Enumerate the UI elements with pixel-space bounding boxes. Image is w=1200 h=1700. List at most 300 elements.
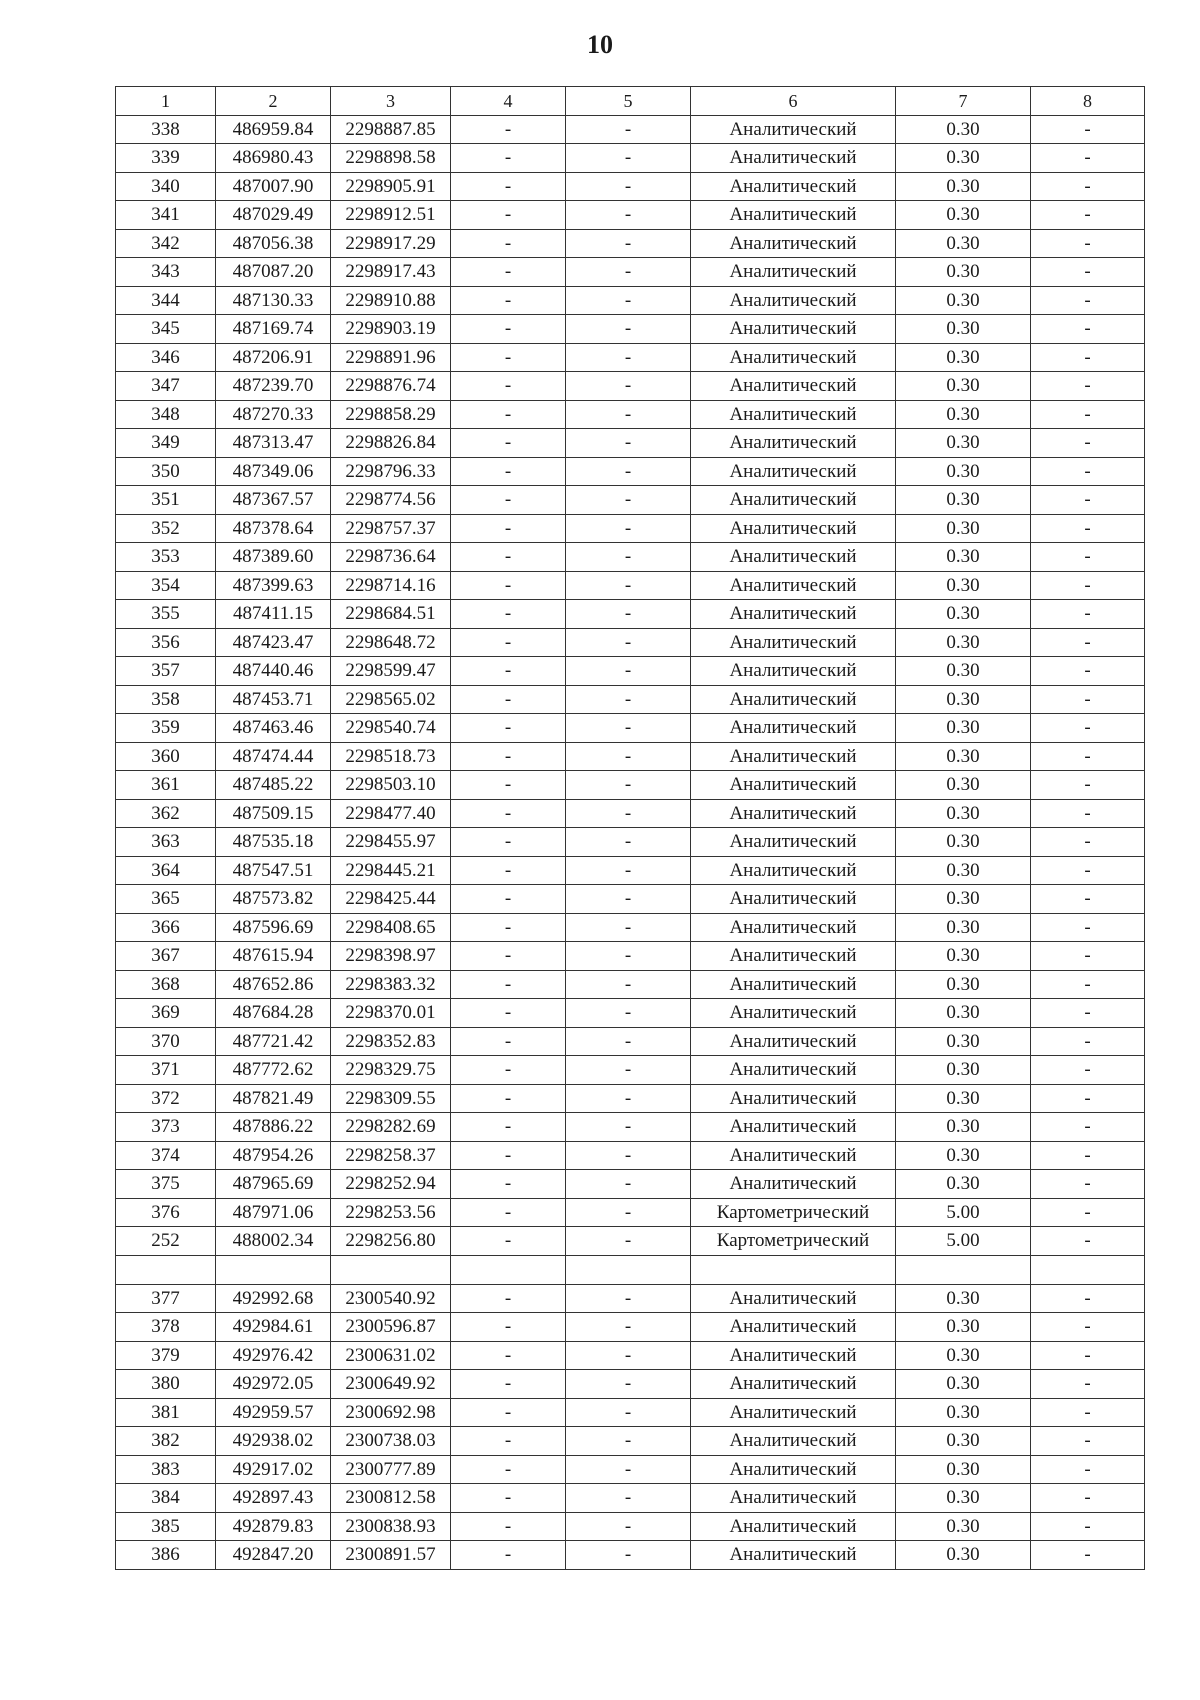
table-cell: 487349.06 [216, 457, 331, 486]
table-cell: 5.00 [896, 1198, 1031, 1227]
table-cell: 487596.69 [216, 913, 331, 942]
table-cell: 487453.71 [216, 685, 331, 714]
table-cell: 487239.70 [216, 372, 331, 401]
table-cell: - [1031, 1541, 1145, 1570]
table-cell: - [451, 1541, 566, 1570]
table-row [116, 628, 1145, 657]
table-cell: 5.00 [896, 1227, 1031, 1256]
table-cell: 252 [116, 1227, 216, 1256]
table-cell: - [566, 799, 691, 828]
table-cell: 0.30 [896, 1541, 1031, 1570]
table-row [116, 970, 1145, 999]
table-cell: Аналитический [691, 714, 896, 743]
table-cell: Аналитический [691, 343, 896, 372]
table-cell: Аналитический [691, 856, 896, 885]
table-cell: 347 [116, 372, 216, 401]
table-cell: 2300777.89 [331, 1455, 451, 1484]
table-cell: Аналитический [691, 258, 896, 287]
table-cell: 0.30 [896, 1484, 1031, 1513]
table-cell: - [566, 1113, 691, 1142]
table-row [116, 913, 1145, 942]
table-cell: - [451, 856, 566, 885]
table-cell: 0.30 [896, 343, 1031, 372]
table-cell: 492984.61 [216, 1313, 331, 1342]
table-cell: Аналитический [691, 543, 896, 572]
table-cell: 380 [116, 1370, 216, 1399]
table-cell: - [451, 115, 566, 144]
table-cell: - [451, 1427, 566, 1456]
table-cell: Аналитический [691, 799, 896, 828]
table-row [116, 885, 1145, 914]
table-cell: 0.30 [896, 172, 1031, 201]
column-header-7: 7 [896, 87, 1031, 116]
table-cell: - [451, 799, 566, 828]
table-cell: 2298910.88 [331, 286, 451, 315]
table-cell: - [1031, 1313, 1145, 1342]
table-cell: - [566, 1141, 691, 1170]
table-cell: 0.30 [896, 201, 1031, 230]
table-cell: 355 [116, 600, 216, 629]
table-cell: - [451, 1056, 566, 1085]
table-cell: - [451, 1370, 566, 1399]
table-cell: Аналитический [691, 1427, 896, 1456]
table-cell: 0.30 [896, 913, 1031, 942]
table-cell: 2298648.72 [331, 628, 451, 657]
table-cell: Аналитический [691, 942, 896, 971]
table-cell: 0.30 [896, 286, 1031, 315]
table-cell: 0.30 [896, 429, 1031, 458]
table-cell: 346 [116, 343, 216, 372]
table-cell: 2298774.56 [331, 486, 451, 515]
table-row [116, 1370, 1145, 1399]
table-cell: - [1031, 1427, 1145, 1456]
table-cell: 2300738.03 [331, 1427, 451, 1456]
table-cell: - [451, 514, 566, 543]
table-cell: Аналитический [691, 1484, 896, 1513]
table-cell: Аналитический [691, 628, 896, 657]
table-cell: Аналитический [691, 201, 896, 230]
table-cell: 361 [116, 771, 216, 800]
page-number: 10 [587, 30, 613, 59]
table-cell: Аналитический [691, 429, 896, 458]
table-cell [566, 1255, 691, 1284]
table-row [116, 144, 1145, 173]
table-row [116, 1113, 1145, 1142]
table-cell: Аналитический [691, 1084, 896, 1113]
table-cell: Аналитический [691, 885, 896, 914]
table-cell: Картометрический [691, 1198, 896, 1227]
table-cell: - [1031, 229, 1145, 258]
column-header-6: 6 [691, 87, 896, 116]
table-cell: 339 [116, 144, 216, 173]
table-cell: Аналитический [691, 999, 896, 1028]
table-cell: - [566, 828, 691, 857]
table-cell: 487652.86 [216, 970, 331, 999]
table-cell: - [451, 1484, 566, 1513]
table-cell: 0.30 [896, 514, 1031, 543]
table-cell: 487007.90 [216, 172, 331, 201]
table-cell: Аналитический [691, 1455, 896, 1484]
table-cell: 362 [116, 799, 216, 828]
table-cell: - [1031, 1113, 1145, 1142]
table-row [116, 201, 1145, 230]
table-cell: 2300692.98 [331, 1398, 451, 1427]
table-body [116, 115, 1145, 1569]
table-cell: 2298917.29 [331, 229, 451, 258]
table-cell: - [1031, 600, 1145, 629]
table-cell: 0.30 [896, 628, 1031, 657]
table-cell: Аналитический [691, 286, 896, 315]
table-cell: Аналитический [691, 600, 896, 629]
table-cell: - [566, 942, 691, 971]
table-cell: 2298370.01 [331, 999, 451, 1028]
table-cell: - [451, 543, 566, 572]
table-cell: - [1031, 685, 1145, 714]
table-cell: - [1031, 1056, 1145, 1085]
table-cell: Аналитический [691, 571, 896, 600]
table-cell: 492897.43 [216, 1484, 331, 1513]
table-row [116, 286, 1145, 315]
table-cell: - [566, 201, 691, 230]
table-cell: 341 [116, 201, 216, 230]
table-cell: - [1031, 514, 1145, 543]
table-row [116, 343, 1145, 372]
table-cell: 0.30 [896, 885, 1031, 914]
table-cell: 0.30 [896, 486, 1031, 515]
table-cell: 2298887.85 [331, 115, 451, 144]
table-cell: - [1031, 885, 1145, 914]
table-cell: 378 [116, 1313, 216, 1342]
table-cell: - [1031, 799, 1145, 828]
table-cell: - [451, 201, 566, 230]
table-cell: 487087.20 [216, 258, 331, 287]
table-cell: - [451, 657, 566, 686]
table-cell: 338 [116, 115, 216, 144]
table-cell: Аналитический [691, 1027, 896, 1056]
table-cell: 492992.68 [216, 1284, 331, 1313]
table-cell: 487423.47 [216, 628, 331, 657]
table-cell: 0.30 [896, 742, 1031, 771]
table-cell: - [566, 1227, 691, 1256]
table-cell: 487547.51 [216, 856, 331, 885]
table-cell: 368 [116, 970, 216, 999]
table-row [116, 771, 1145, 800]
table-cell: 2298905.91 [331, 172, 451, 201]
table-cell: - [1031, 999, 1145, 1028]
table-cell: - [451, 600, 566, 629]
table-row [116, 828, 1145, 857]
table-cell: - [566, 343, 691, 372]
table-cell: - [1031, 771, 1145, 800]
table-row [116, 1198, 1145, 1227]
table-cell: - [1031, 1398, 1145, 1427]
table-cell: 0.30 [896, 999, 1031, 1028]
table-cell: 370 [116, 1027, 216, 1056]
table-cell: - [1031, 286, 1145, 315]
table-cell: 2298912.51 [331, 201, 451, 230]
table-cell: 486980.43 [216, 144, 331, 173]
table-cell: 2298757.37 [331, 514, 451, 543]
table-cell [896, 1255, 1031, 1284]
table-cell: - [1031, 1341, 1145, 1370]
table-cell: 487399.63 [216, 571, 331, 600]
table-cell: - [566, 685, 691, 714]
table-cell: 487389.60 [216, 543, 331, 572]
table-cell: 354 [116, 571, 216, 600]
table-cell: - [451, 1512, 566, 1541]
table-cell: - [1031, 1141, 1145, 1170]
table-cell: 2300891.57 [331, 1541, 451, 1570]
table-cell: - [566, 1313, 691, 1342]
table-cell: 356 [116, 628, 216, 657]
table-cell: 487056.38 [216, 229, 331, 258]
table-row [116, 486, 1145, 515]
table-cell: - [451, 1170, 566, 1199]
table-cell: - [1031, 457, 1145, 486]
table-cell: 0.30 [896, 258, 1031, 287]
table-cell: - [566, 970, 691, 999]
table-cell: - [566, 1455, 691, 1484]
table-cell: - [1031, 1484, 1145, 1513]
table-cell: 2298898.58 [331, 144, 451, 173]
table-cell: 2298565.02 [331, 685, 451, 714]
table-cell: Аналитический [691, 457, 896, 486]
table-cell: - [566, 600, 691, 629]
table-cell: 0.30 [896, 657, 1031, 686]
table-cell: 353 [116, 543, 216, 572]
table-cell: - [1031, 115, 1145, 144]
table-row [116, 657, 1145, 686]
table-cell: 492972.05 [216, 1370, 331, 1399]
table-cell: - [566, 1427, 691, 1456]
table-cell: 0.30 [896, 400, 1031, 429]
table-row [116, 543, 1145, 572]
table-cell: - [1031, 714, 1145, 743]
table-cell: 344 [116, 286, 216, 315]
table-cell: 487535.18 [216, 828, 331, 857]
table-cell: 2298445.21 [331, 856, 451, 885]
table-cell: - [1031, 1455, 1145, 1484]
table-cell: - [566, 486, 691, 515]
table-cell: - [1031, 571, 1145, 600]
table-cell: 349 [116, 429, 216, 458]
table-cell: - [566, 1341, 691, 1370]
table-cell: 2298477.40 [331, 799, 451, 828]
table-cell: - [566, 885, 691, 914]
table-cell: 0.30 [896, 115, 1031, 144]
table-row [116, 856, 1145, 885]
table-row [116, 457, 1145, 486]
table-cell: 363 [116, 828, 216, 857]
table-cell: - [1031, 1027, 1145, 1056]
table-cell: 2298258.37 [331, 1141, 451, 1170]
table-row [116, 742, 1145, 771]
table-cell: - [451, 571, 566, 600]
table-cell: Аналитический [691, 1341, 896, 1370]
table-cell: - [451, 771, 566, 800]
table-cell: - [566, 999, 691, 1028]
table-cell: 377 [116, 1284, 216, 1313]
table-cell: Аналитический [691, 1113, 896, 1142]
column-header-1: 1 [116, 87, 216, 116]
table-cell: 2300838.93 [331, 1512, 451, 1541]
table-cell [451, 1255, 566, 1284]
table-cell [116, 1255, 216, 1284]
table-cell: 2298684.51 [331, 600, 451, 629]
table-cell: 373 [116, 1113, 216, 1142]
table-cell: 0.30 [896, 685, 1031, 714]
table-row [116, 1284, 1145, 1313]
table-cell: Аналитический [691, 1512, 896, 1541]
table-cell: - [451, 999, 566, 1028]
table-cell: 2298826.84 [331, 429, 451, 458]
table-row [116, 714, 1145, 743]
table-cell: 343 [116, 258, 216, 287]
table-cell: - [566, 742, 691, 771]
table-cell: - [566, 1370, 691, 1399]
table-cell: 2298503.10 [331, 771, 451, 800]
table-cell: - [451, 1227, 566, 1256]
table-cell: 2298903.19 [331, 315, 451, 344]
table-cell: - [566, 1512, 691, 1541]
table-cell: 0.30 [896, 372, 1031, 401]
table-cell: 487772.62 [216, 1056, 331, 1085]
table-cell: - [451, 628, 566, 657]
table-cell: - [1031, 628, 1145, 657]
table-cell: 487573.82 [216, 885, 331, 914]
table-cell: - [451, 742, 566, 771]
table-cell: - [451, 372, 566, 401]
table-cell: - [1031, 657, 1145, 686]
table-cell: 345 [116, 315, 216, 344]
table-cell [216, 1255, 331, 1284]
coordinates-table [115, 86, 1145, 1570]
table-cell: 386 [116, 1541, 216, 1570]
table-cell: 2298329.75 [331, 1056, 451, 1085]
table-cell: 2298518.73 [331, 742, 451, 771]
table-cell: - [451, 685, 566, 714]
table-cell: 0.30 [896, 1313, 1031, 1342]
table-cell: 0.30 [896, 799, 1031, 828]
table-cell: Аналитический [691, 1313, 896, 1342]
table-cell: 487965.69 [216, 1170, 331, 1199]
table-cell: 492847.20 [216, 1541, 331, 1570]
table-cell: - [1031, 1370, 1145, 1399]
table-cell: - [1031, 742, 1145, 771]
table-cell: 492917.02 [216, 1455, 331, 1484]
table-cell: - [451, 400, 566, 429]
table-cell: 2298540.74 [331, 714, 451, 743]
table-cell: 492938.02 [216, 1427, 331, 1456]
table-row [116, 1027, 1145, 1056]
table-cell: - [1031, 970, 1145, 999]
table-cell: - [451, 1027, 566, 1056]
table-cell: 364 [116, 856, 216, 885]
table-cell: 487313.47 [216, 429, 331, 458]
table-row [116, 172, 1145, 201]
table-cell: - [566, 429, 691, 458]
table-cell: - [1031, 1284, 1145, 1313]
table-cell: - [451, 429, 566, 458]
table-cell: - [566, 229, 691, 258]
table-cell: 0.30 [896, 942, 1031, 971]
table-cell: Аналитический [691, 1370, 896, 1399]
table-row [116, 685, 1145, 714]
table-cell: 376 [116, 1198, 216, 1227]
column-header-2: 2 [216, 87, 331, 116]
table-row [116, 429, 1145, 458]
table-cell: 487886.22 [216, 1113, 331, 1142]
table-row [116, 400, 1145, 429]
table-cell: 487821.49 [216, 1084, 331, 1113]
table-cell: 2298891.96 [331, 343, 451, 372]
table-cell: - [566, 1170, 691, 1199]
table-cell: Аналитический [691, 1141, 896, 1170]
table-cell: - [451, 258, 566, 287]
table-cell: - [1031, 856, 1145, 885]
table-cell: - [566, 115, 691, 144]
table-cell: 2298256.80 [331, 1227, 451, 1256]
table-cell: 2298282.69 [331, 1113, 451, 1142]
table-cell: - [451, 1313, 566, 1342]
column-header-8: 8 [1031, 87, 1145, 116]
table-cell: 2300596.87 [331, 1313, 451, 1342]
table-cell: - [451, 229, 566, 258]
table-cell: - [566, 771, 691, 800]
table-cell: 357 [116, 657, 216, 686]
table-cell: 2298398.97 [331, 942, 451, 971]
table-row [116, 1170, 1145, 1199]
table-cell: 487378.64 [216, 514, 331, 543]
table-cell: 0.30 [896, 543, 1031, 572]
table-cell: Аналитический [691, 400, 896, 429]
table-cell: Аналитический [691, 1170, 896, 1199]
table-cell: 492976.42 [216, 1341, 331, 1370]
table-cell: 2298408.65 [331, 913, 451, 942]
table-cell: - [451, 913, 566, 942]
table-cell: 487463.46 [216, 714, 331, 743]
table-cell: 486959.84 [216, 115, 331, 144]
table-cell: Аналитический [691, 115, 896, 144]
table-cell: - [566, 543, 691, 572]
table-cell: - [451, 343, 566, 372]
table-cell: - [566, 514, 691, 543]
table-cell: - [1031, 201, 1145, 230]
table-cell: 487367.57 [216, 486, 331, 515]
table-cell: 2300540.92 [331, 1284, 451, 1313]
column-header-5: 5 [566, 87, 691, 116]
table-cell: 2298714.16 [331, 571, 451, 600]
table-header-row [116, 87, 1145, 116]
table-row [116, 1341, 1145, 1370]
table-cell: - [566, 628, 691, 657]
table-row [116, 115, 1145, 144]
table-cell: 350 [116, 457, 216, 486]
table-cell: 0.30 [896, 714, 1031, 743]
table-cell: - [451, 714, 566, 743]
column-header-3: 3 [331, 87, 451, 116]
table-row [116, 1141, 1145, 1170]
table-cell: - [1031, 1084, 1145, 1113]
table-cell: - [566, 714, 691, 743]
table-cell: 487029.49 [216, 201, 331, 230]
table-cell: 0.30 [896, 1027, 1031, 1056]
table-cell: - [566, 1398, 691, 1427]
table-row [116, 1084, 1145, 1113]
table-cell: 2298796.33 [331, 457, 451, 486]
table-row [116, 372, 1145, 401]
table-cell: Аналитический [691, 771, 896, 800]
